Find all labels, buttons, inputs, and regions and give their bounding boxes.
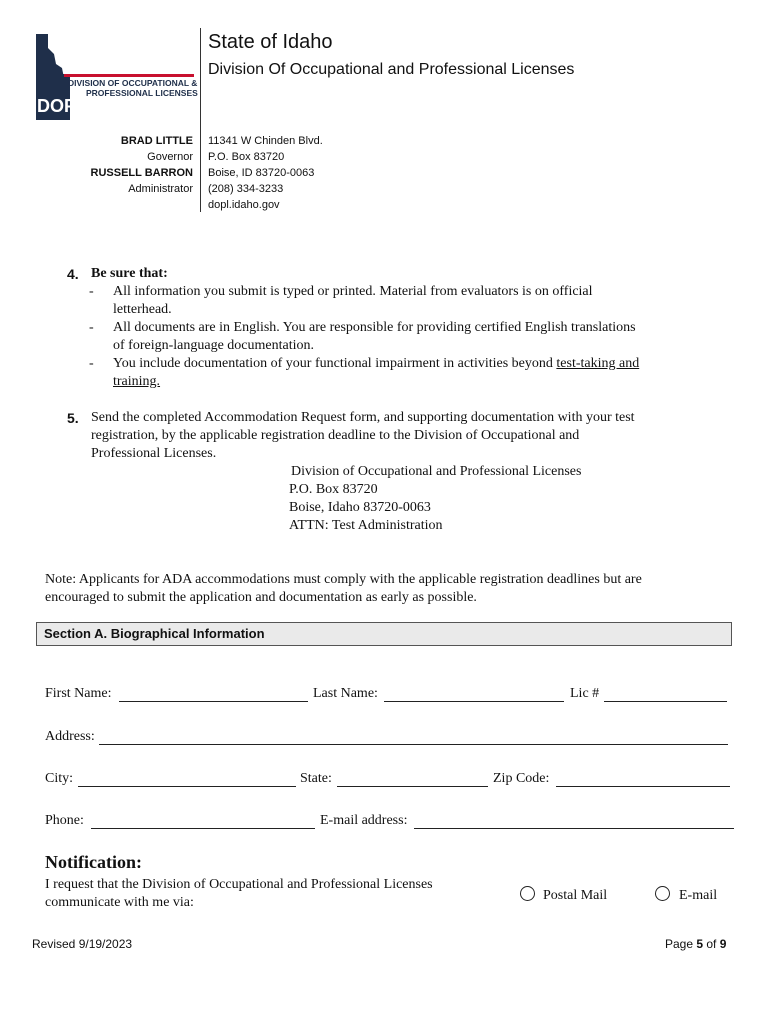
- logo-red-bar: [64, 74, 194, 77]
- logo-text-2: PROFESSIONAL LICENSES: [86, 88, 198, 98]
- logo-text-1: DIVISION OF OCCUPATIONAL &: [68, 78, 198, 88]
- item-4-heading: Be sure that:: [91, 266, 168, 281]
- division-title: Division Of Occupational and Professional Licenses: [208, 61, 575, 78]
- postal-mail-label: Postal Mail: [543, 888, 608, 903]
- dopl-logo: [34, 34, 198, 120]
- bullet-2-line-2: of foreign-language documentation.: [113, 338, 314, 353]
- email-option-label: E-mail: [679, 888, 718, 903]
- phone-label: Phone:: [45, 813, 84, 828]
- city-field[interactable]: [78, 771, 296, 787]
- bullet-2-line-1: All documents are in English. You are responsible for providing certified English translations: [113, 320, 636, 335]
- state-field[interactable]: [337, 771, 488, 787]
- contact-block: [208, 133, 323, 213]
- first-name-field[interactable]: [119, 686, 308, 702]
- state-title: State of Idaho: [208, 31, 333, 53]
- postal-mail-radio[interactable]: [520, 886, 535, 901]
- email-radio[interactable]: [655, 886, 670, 901]
- bullet-dash: -: [89, 284, 94, 299]
- first-name-label: First Name:: [45, 686, 112, 701]
- notification-title: Notification:: [45, 852, 142, 872]
- section-a-title: Section A. Biographical Information: [44, 626, 265, 641]
- email-field[interactable]: [414, 813, 734, 829]
- zip-code-field[interactable]: [556, 771, 730, 787]
- governor-title: Governor: [147, 151, 193, 163]
- administrator-title: Administrator: [128, 183, 193, 195]
- bullet-3-line-1: You include documentation of your functional impairment in activities beyond test-taking and: [113, 356, 640, 371]
- header-divider: [200, 28, 201, 212]
- administrator-name: RUSSELL BARRON: [90, 167, 193, 179]
- item-5-line-1: Send the completed Accommodation Request form, and supporting documentation with your test: [91, 410, 635, 425]
- leadership-block: [91, 133, 193, 197]
- governor-name: BRAD LITTLE: [120, 135, 193, 147]
- page-number: Page 5 of 9: [665, 937, 727, 951]
- address-field[interactable]: [99, 729, 728, 745]
- item-4-number: 4.: [67, 266, 79, 282]
- zip-code-label: Zip Code:: [493, 771, 550, 786]
- state-label: State:: [300, 771, 332, 786]
- address-label: Address:: [45, 729, 95, 744]
- phone-field[interactable]: [91, 813, 315, 829]
- mail-to-line-1: Division of Occupational and Professional Licenses: [291, 464, 582, 479]
- bullet-1-line-2: letterhead.: [113, 302, 172, 317]
- notification-line-1: I request that the Division of Occupational and Professional Licenses: [45, 877, 433, 892]
- revised-date: Revised 9/19/2023: [32, 937, 133, 951]
- license-number-label: Lic #: [570, 686, 600, 701]
- logo-abbrev: DOPL: [37, 96, 88, 116]
- city-label: City:: [45, 771, 74, 786]
- bullet-dash: -: [89, 356, 94, 371]
- phone-number: (208) 334-3233: [208, 183, 284, 195]
- address-line-3: Boise, ID 83720-0063: [208, 167, 315, 179]
- bullet-3-line-2: training.: [113, 374, 161, 389]
- item-5-line-3: Professional Licenses.: [91, 446, 217, 461]
- note-line-2: encouraged to submit the application and documentation as early as possible.: [45, 590, 477, 605]
- license-number-field[interactable]: [604, 686, 727, 702]
- last-name-label: Last Name:: [313, 686, 378, 701]
- mail-to-line-4: ATTN: Test Administration: [289, 518, 443, 533]
- item-5-line-2: registration, by the applicable registration deadline to the Division of Occupational and: [91, 428, 580, 443]
- mail-to-line-3: Boise, Idaho 83720-0063: [289, 500, 431, 515]
- email-label: E-mail address:: [320, 813, 408, 828]
- section-a-header: [36, 622, 732, 646]
- item-5-number: 5.: [67, 410, 79, 426]
- bullet-1-line-1: All information you submit is typed or printed. Material from evaluators is on official: [113, 284, 593, 299]
- last-name-field[interactable]: [384, 686, 564, 702]
- address-line-1: 11341 W Chinden Blvd.: [208, 135, 323, 147]
- address-line-2: P.O. Box 83720: [208, 151, 285, 163]
- notification-line-2: communicate with me via:: [45, 895, 194, 910]
- website-link[interactable]: dopl.idaho.gov: [208, 199, 280, 211]
- mail-to-line-2: P.O. Box 83720: [289, 482, 378, 497]
- note-line-1: Note: Applicants for ADA accommodations must comply with the applicable registration deadlines but are: [45, 572, 642, 587]
- bullet-dash: -: [89, 320, 94, 335]
